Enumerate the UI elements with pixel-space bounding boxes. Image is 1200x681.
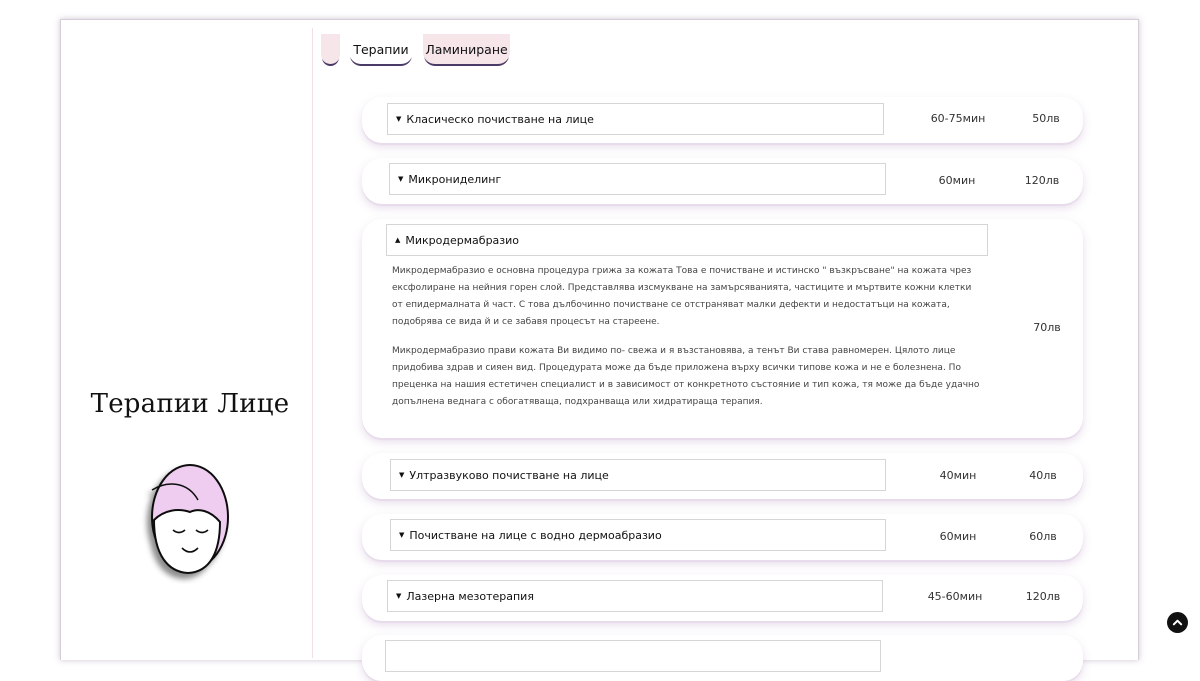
service-toggle[interactable] — [385, 640, 881, 672]
section-title: Терапии Лице — [90, 389, 290, 419]
service-card — [362, 158, 1083, 204]
service-duration: 60мин — [938, 174, 976, 187]
tab-therapies[interactable]: Терапии — [349, 34, 413, 64]
service-price: 60лв — [1029, 530, 1057, 543]
service-card — [362, 514, 1083, 560]
service-name: Микродермабразио — [405, 233, 520, 247]
service-card — [362, 635, 1083, 681]
scroll-to-top-button[interactable] — [1167, 612, 1188, 633]
column-divider — [312, 28, 313, 658]
service-duration: 40мин — [939, 469, 977, 482]
caret-down-icon: ▼ — [396, 591, 402, 600]
service-duration: 60мин — [939, 530, 977, 543]
caret-up-icon: ▲ — [395, 235, 401, 244]
service-card — [362, 453, 1083, 499]
service-toggle[interactable] — [390, 459, 886, 491]
service-name: Лазерна мезотерапия — [406, 589, 534, 603]
service-card — [362, 575, 1083, 621]
service-duration: 60-75мин — [930, 112, 986, 125]
caret-down-icon: ▼ — [399, 470, 405, 479]
service-name: Ултразвуково почистване на лице — [409, 468, 609, 482]
service-toggle[interactable] — [387, 580, 883, 612]
service-price: 50лв — [1032, 112, 1060, 125]
chevron-up-icon — [1172, 617, 1183, 628]
caret-down-icon: ▼ — [396, 114, 402, 123]
description-paragraph: Микродермабразио прави кожата Ви видимо по- свежа и я възстановява, а тенът Ви става равномерен. Цялото лице придобива здрав и сияен вид. Процедурата може да бъде приложена върху всички типове кожа и не е болезнена. По преценка на нашия естетичен специалист и в зависимост от конкретното състояние и тип кожа, тя може да бъде удачно допълнена веднага с обогатяваща, подхранваща или хидратираща терапия. — [392, 346, 980, 407]
service-name: Класическо почистване на лице — [406, 112, 594, 126]
service-toggle[interactable] — [390, 519, 886, 551]
caret-down-icon: ▼ — [398, 174, 404, 183]
service-toggle[interactable] — [386, 224, 988, 256]
service-price: 70лв — [1033, 321, 1061, 334]
service-toggle[interactable] — [389, 163, 886, 195]
service-price: 120лв — [1025, 590, 1061, 603]
description-paragraph: Микродермабразио е основна процедура грижа за кожата Това е почистване и истинско " възкръсване" на кожата чрез ексфолиране на нейния горен слой. Представлява изсмукване на замърсяванията, частиците и мъртвите кожни клетки от епидермалната й част. С това дълбочинно почистване се отстраняват малки дефекти и недостатъци на кожата, подобрява се вида й и се забавя процесът на стареене. — [392, 266, 972, 327]
service-description — [392, 263, 982, 411]
service-name: Микронидeлинг — [408, 172, 502, 186]
caret-down-icon: ▼ — [399, 530, 405, 539]
tab-blank[interactable] — [321, 34, 340, 64]
tab-lamination[interactable]: Ламиниране — [423, 34, 510, 64]
service-card — [362, 97, 1083, 143]
service-price: 40лв — [1029, 469, 1057, 482]
service-duration: 45-60мин — [927, 590, 983, 603]
face-towel-illustration — [128, 460, 238, 585]
service-price: 120лв — [1024, 174, 1060, 187]
service-name: Почистване на лице с водно дермоабразио — [409, 528, 662, 542]
service-card-expanded — [362, 219, 1083, 438]
service-toggle[interactable] — [387, 103, 884, 135]
